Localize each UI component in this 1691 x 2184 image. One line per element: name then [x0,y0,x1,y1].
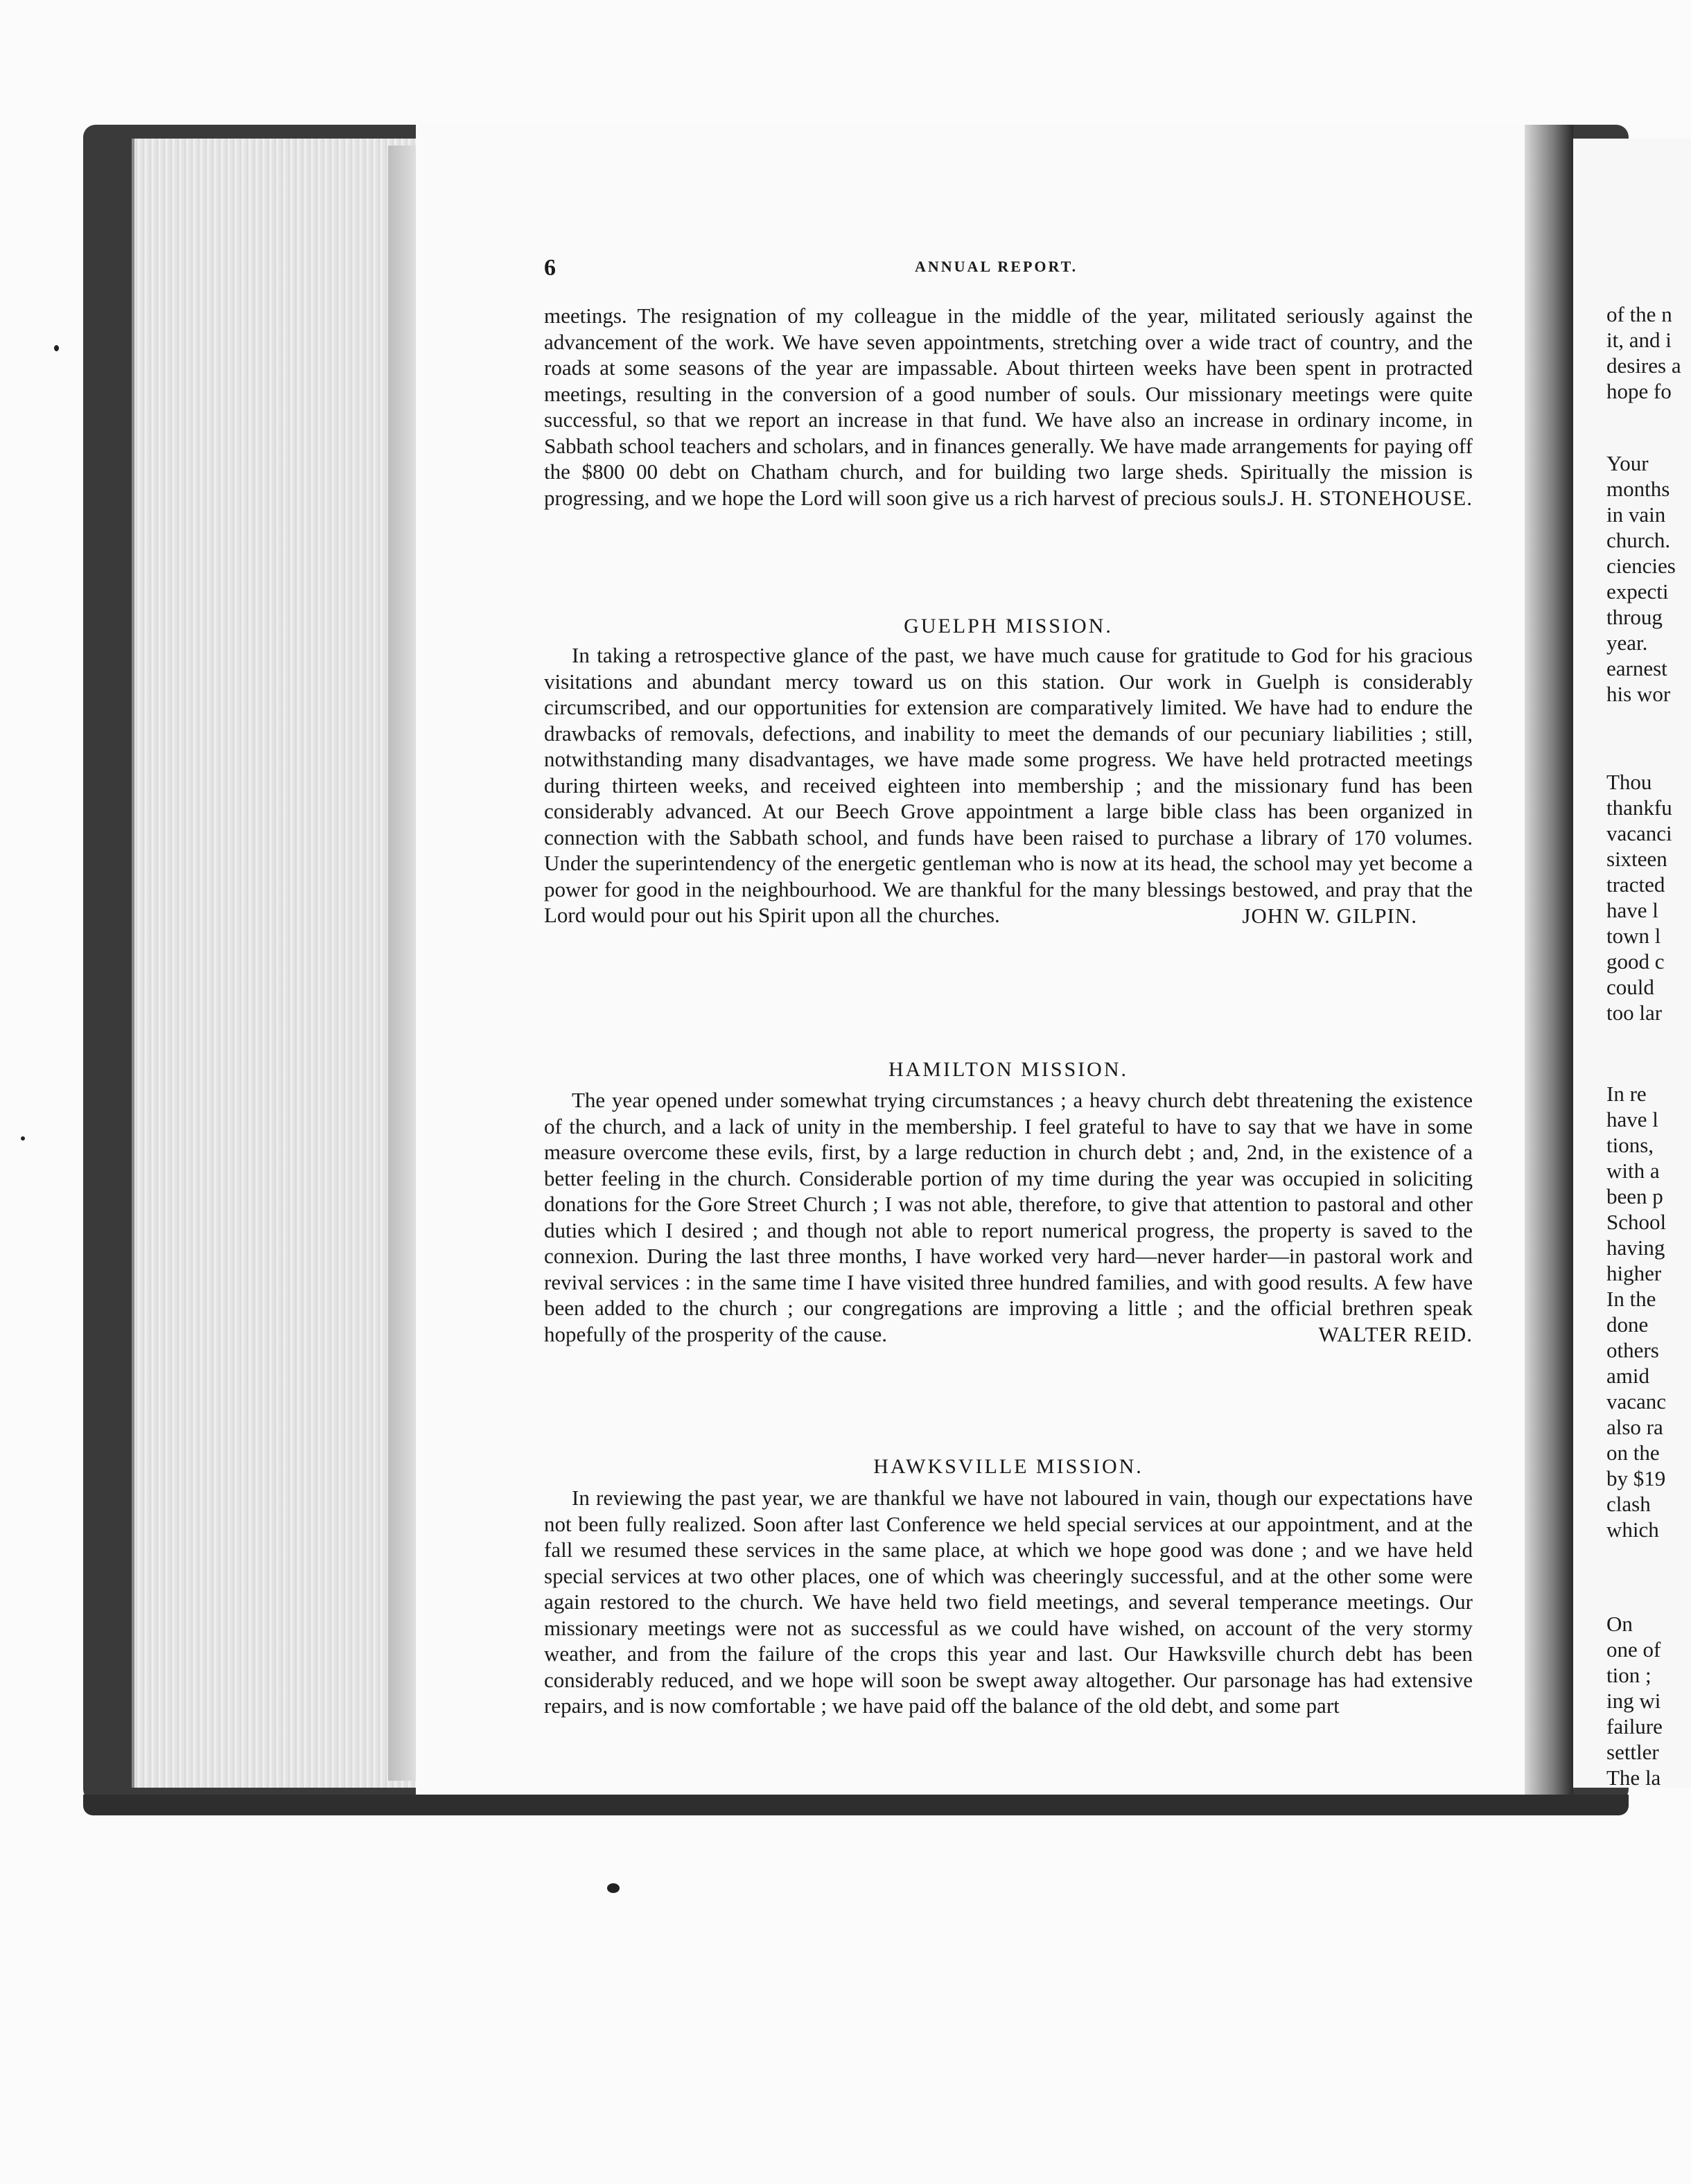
right-page-line: by $19 [1606,1466,1666,1490]
right-page-line: vacanci [1606,821,1672,845]
right-page-line: Thou [1606,770,1652,794]
hawksville-section [544,1485,1473,1719]
right-page-line: tion ; [1606,1663,1651,1687]
right-page-line: been p [1606,1184,1663,1208]
hamilton-paragraph: The year opened under somewhat trying circumstances ; a heavy church debt threatening the existence of the church, and a lack of unity in the membership. I feel grateful to have to say that we have in some measure overcome these evils, first, by a large reduction in church debt ; and, 2nd, in the existence of a better feeling in the church. Considerable portion of my time during the year was occupied in soliciting donations for the Gore Street Church ; I was not able, therefore, to give that attention to pastoral and other duties which I desired ; and though not able to report numerical progress, the property is saved to the connexion. During the last three months, I have worked very hard—never harder—in pastoral work and revival services : in the same time I have visited three hundred families, and with good results. A few have been added to the church ; our congregations are improving a little ; and the official brethren speak hopefully of the prosperity of the cause. [544,1088,1473,1346]
right-page-line: months [1606,477,1670,501]
right-page-line: In re [1606,1082,1647,1106]
right-page-line: one of [1606,1637,1661,1662]
hamilton-heading: HAMILTON MISSION. [888,1058,1129,1081]
right-page-line: In the [1606,1287,1656,1311]
right-page-line: on the [1606,1441,1660,1465]
right-page-line: throug [1606,605,1663,629]
scan-speck [21,1136,25,1141]
right-page-line: with a [1606,1159,1660,1183]
intro-paragraph: meetings. The resignation of my colleague in the middle of the year, militated seriously against the advancement of the work. We have seven appointments, stretching over a wide tract of country, and the roads at some seasons of the year are impassable. About thirteen weeks have been spent in protracted meetings, resulting in the conversion of a good number of souls. Our missionary meetings were quite successful, so that we report an increase in that fund. We have also an increase in ordinary income, in Sabbath school teachers and scholars, and in finances generally. We have made arrangements for paying off the $800 00 debt on Chatham church, and for building two large sheds. Spiritually the mission is progressing, and we hope the Lord will soon give us a rich harvest of precious souls. [544,303,1473,510]
right-page-line: it, and i [1606,328,1672,352]
guelph-signature: JOHN W. GILPIN. [1242,903,1417,928]
right-page-line: have l [1606,898,1658,922]
right-page-line: tions, [1606,1133,1654,1157]
page-edges-stack [132,139,426,1788]
right-page-line: The la [1606,1765,1661,1790]
right-page-line: tracted [1606,872,1665,897]
right-page-line: failure [1606,1714,1663,1738]
right-page-line: too lar [1606,1001,1663,1025]
hamilton-signature: WALTER REID. [1318,1322,1473,1346]
book-gutter [1525,125,1573,1795]
hamilton-section [544,1087,1473,1348]
right-page-line: School [1606,1210,1667,1234]
scan-speck [54,345,59,351]
right-page-line: Your [1606,451,1649,475]
intro-section [544,303,1473,511]
right-page-line: clash [1606,1492,1651,1516]
right-page-line: expecti [1606,579,1669,604]
intro-signature: J. H. STONEHOUSE. [1270,486,1473,510]
scan-speck [607,1883,620,1893]
running-header: ANNUAL REPORT. [915,258,1078,275]
page-number: 6 [544,255,556,281]
right-page-line: ciencies [1606,554,1676,578]
book-bottom-edge [83,1795,1629,1815]
right-page-line: higher [1606,1261,1662,1285]
right-page-line: church. [1606,528,1671,552]
right-page-line: good c [1606,949,1665,974]
right-page-line: which [1606,1517,1659,1542]
right-page-line: others [1606,1338,1659,1362]
right-page-line: desires a [1606,353,1681,378]
right-page-line: On [1606,1612,1633,1636]
right-page-line: also ra [1606,1415,1663,1439]
guelph-section [544,642,1473,928]
right-page-line: sixteen [1606,847,1667,871]
right-page-line: done [1606,1312,1649,1337]
right-page-line: settler [1606,1740,1659,1764]
right-page-line: vacanc [1606,1389,1667,1414]
right-page-line: thankfu [1606,795,1672,820]
hawksville-heading: HAWKSVILLE MISSION. [873,1455,1144,1478]
right-page-line: having [1606,1235,1665,1260]
right-page-line: his wor [1606,682,1671,706]
right-page-line: ing wi [1606,1689,1661,1713]
right-page-line: town l [1606,924,1661,948]
hawksville-paragraph: In reviewing the past year, we are thankful we have not laboured in vain, though our expectations have not been fully realized. Soon after last Conference we held special services at our appointment, and at the fall we resumed these services in the same place, at which we hope good was done ; and we have held special services at two other places, one of which was cheeringly successful, and at the other some were again restored to the church. We have held two field meetings, and several temperance meetings. Our missionary meetings were not as successful as we could have wished, on account of the very stormy weather, and from the failure of the crops this year and last. Our Hawksville church debt has been considerably reduced, and we hope will soon be swept away altogether. Our parsonage has had extensive repairs, and is now comfortable ; we have paid off the balance of the old debt, and some part [544,1486,1473,1718]
guelph-heading: GUELPH MISSION. [904,615,1113,637]
right-page-line: amid [1606,1364,1649,1388]
right-page-line: have l [1606,1107,1658,1131]
right-page-line: in vain [1606,502,1666,527]
right-page-line: earnest [1606,656,1667,680]
right-page-line: hope fo [1606,379,1672,403]
right-page-line: of the n [1606,302,1672,326]
right-page-line: could [1606,975,1654,999]
guelph-paragraph: In taking a retrospective glance of the past, we have much cause for gratitude to God for his gracious visitations and abundant mercy toward us on this station. Our work in Guelph is considerably circumscribed, and our opportunities for extension are comparatively limited. We have had to endure the drawbacks of removals, defections, and inability to meet the demands of our pecuniary liabilities ; still, notwithstanding many disadvantages, we have made some progress. We have held protracted meetings during thirteen weeks, and received eighteen into membership ; and the missionary fund has been considerably advanced. At our Beech Grove appointment a large bible class has been organized in connection with the Sabbath school, and funds have been raised to purchase a library of 170 volumes. Under the superintendency of the energetic gentleman who is now at its head, the school may yet become a power for good in the neighbourhood. We are thankful for the many blessings bestowed, and pray that the Lord would pour out his Spirit upon all the churches. [544,643,1473,927]
right-page-line: year. [1606,631,1648,655]
